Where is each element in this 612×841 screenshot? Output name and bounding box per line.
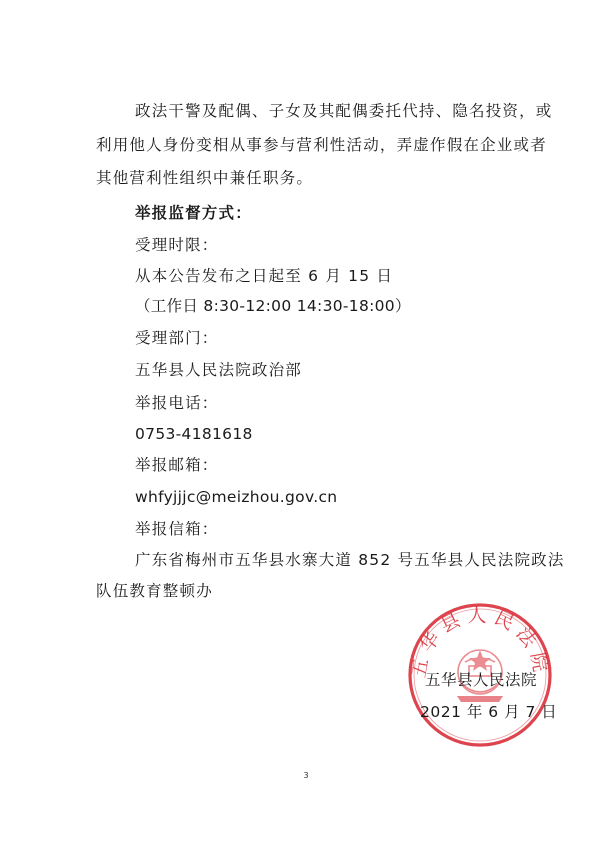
accept-time-value: 从本公告发布之日起至 6 月 15 日 bbox=[135, 267, 394, 285]
mail-value-line-1: 广东省梅州市五华县水寨大道 852 号五华县人民法院政法 bbox=[135, 551, 565, 569]
paragraph-line-3: 其他营利性组织中兼任职务。 bbox=[96, 169, 314, 187]
working-hours: （工作日 8:30-12:00 14:30-18:00） bbox=[135, 297, 411, 315]
mail-value-line-2: 队伍教育整顿办 bbox=[96, 582, 213, 600]
email-value: whfyjjjc@meizhou.gov.cn bbox=[135, 488, 338, 506]
svg-text:五华县人民法院 bbox=[408, 605, 552, 680]
issuer-name: 五华县人民法院 bbox=[425, 671, 538, 689]
paragraph-line-1: 政法干警及配偶、子女及其配偶委托代持、隐名投资，或 bbox=[135, 102, 553, 120]
mail-label: 举报信箱： bbox=[135, 520, 219, 538]
page-number: 3 bbox=[303, 771, 309, 780]
phone-value: 0753-4181618 bbox=[135, 425, 253, 443]
seal-text: 五华县人民法院 bbox=[407, 604, 553, 680]
accept-time-label: 受理时限： bbox=[135, 236, 219, 254]
phone-label: 举报电话： bbox=[135, 394, 219, 412]
issue-date: 2021 年 6 月 7 日 bbox=[420, 703, 558, 721]
email-label: 举报邮箱： bbox=[135, 456, 219, 474]
section-heading: 举报监督方式： bbox=[135, 204, 252, 222]
department-value: 五华县人民法院政治部 bbox=[135, 361, 303, 379]
paragraph-line-2: 利用他人身份变相从事参与营利性活动，弄虚作假在企业或者 bbox=[96, 136, 547, 154]
department-label: 受理部门： bbox=[135, 329, 219, 347]
